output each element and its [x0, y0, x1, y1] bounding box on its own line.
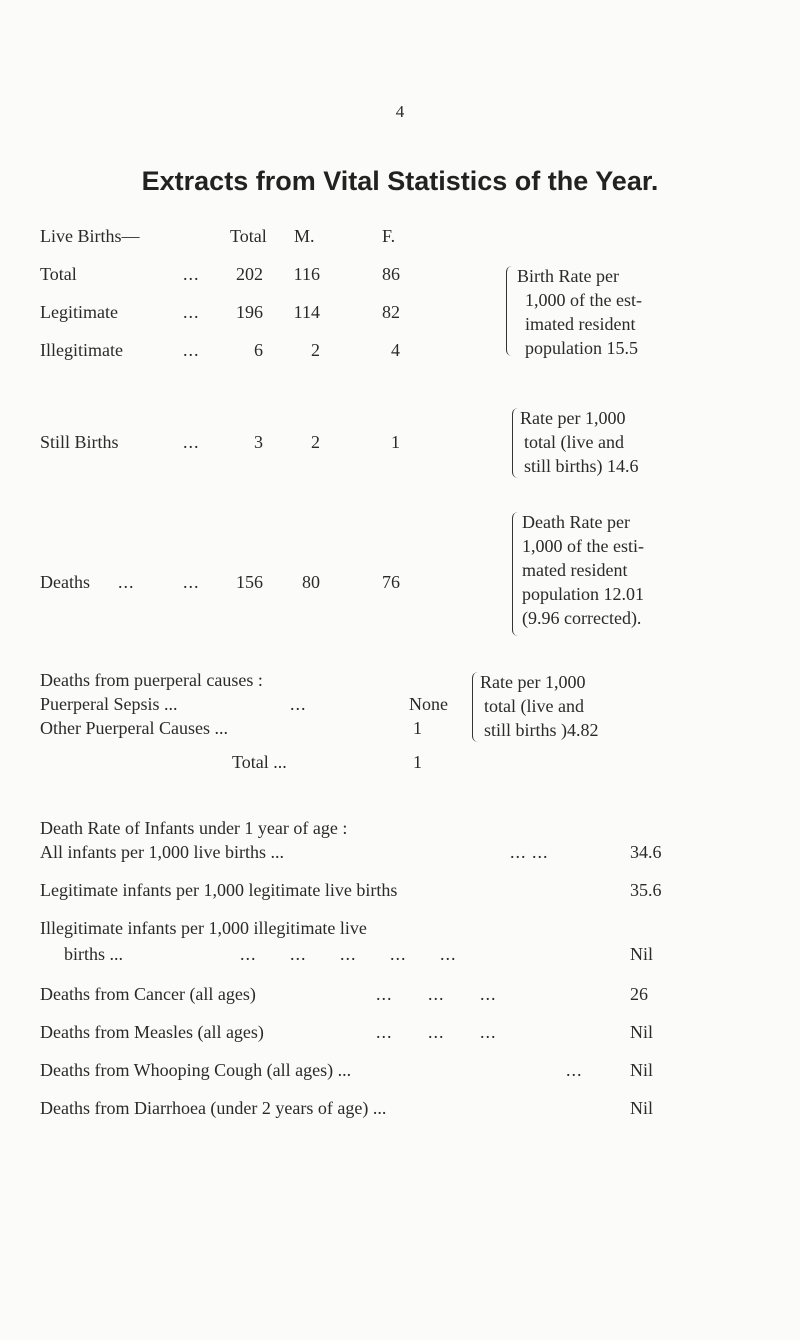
diarrhoea-label: Deaths from Diarrhoea (under 2 years of age) ... — [40, 1098, 387, 1118]
infant-all-value: 34.6 — [630, 842, 662, 862]
birth-rate-line-3: imated resident — [525, 314, 636, 334]
death-rate-line-3: mated resident — [522, 560, 628, 580]
deaths-m: 80 — [302, 572, 320, 592]
cancer-label: Deaths from Cancer (all ages) — [40, 984, 256, 1004]
puerperal-rate-line-1: Rate per 1,000 — [480, 672, 586, 692]
header-total: Total — [230, 226, 267, 246]
puerperal-sepsis-value: None — [409, 694, 448, 714]
row-illegit-f: 4 — [391, 340, 400, 360]
row-legit-total: 196 — [236, 302, 263, 322]
cancer-value: 26 — [630, 984, 648, 1004]
infant-legit-value: 35.6 — [630, 880, 662, 900]
header-male: M. — [294, 226, 315, 246]
infant-illegit-value: Nil — [630, 944, 654, 964]
birth-rate-line-4: population 15.5 — [525, 338, 638, 358]
deaths-dots-1: ... — [118, 572, 135, 592]
still-rate-note — [520, 406, 639, 478]
row-total-f: 86 — [382, 264, 400, 284]
brace-birth-rate — [506, 266, 515, 356]
row-legit-label: Legitimate — [40, 302, 118, 322]
still-rate-line-2: total (live and — [524, 432, 624, 452]
puerperal-total-label: Total ... — [232, 752, 287, 772]
deaths-total: 156 — [236, 572, 263, 592]
death-rate-note — [522, 510, 644, 630]
puerperal-sepsis-dots: ... — [290, 694, 307, 714]
live-births-heading: Live Births— — [40, 226, 140, 246]
row-legit-m: 114 — [293, 302, 320, 322]
infant-illegit-line-2: births ... — [64, 944, 124, 964]
infant-heading: Death Rate of Infants under 1 year of age : — [40, 818, 348, 838]
row-total-label: Total — [40, 264, 77, 284]
birth-rate-line-2: 1,000 of the est- — [525, 290, 642, 310]
row-total-dots: ... — [183, 264, 200, 284]
row-legit-dots: ... — [183, 302, 200, 322]
still-births-f: 1 — [391, 432, 400, 452]
still-rate-line-3: still births) 14.6 — [524, 456, 639, 476]
row-illegit-dots: ... — [183, 340, 200, 360]
death-rate-line-1: Death Rate per — [522, 512, 630, 532]
infant-all-dots: ... ... — [510, 842, 549, 862]
deaths-f: 76 — [382, 572, 400, 592]
still-births-dots: ... — [183, 432, 200, 452]
death-rate-line-2: 1,000 of the esti- — [522, 536, 644, 556]
still-births-m: 2 — [311, 432, 320, 452]
death-rate-line-4: population 12.01 — [522, 584, 644, 604]
birth-rate-note — [517, 264, 642, 360]
page-title: Extracts from Vital Statistics of the Year. — [141, 166, 659, 196]
death-rate-line-5: (9.96 corrected). — [522, 608, 642, 628]
infant-illegit-line-1: Illegitimate infants per 1,000 illegitimate live — [40, 918, 367, 938]
measles-value: Nil — [630, 1022, 654, 1042]
puerperal-rate-line-3: still births )4.82 — [484, 720, 599, 740]
brace-death-rate — [512, 512, 521, 636]
row-illegit-m: 2 — [311, 340, 320, 360]
infant-legit-label: Legitimate infants per 1,000 legitimate live births — [40, 880, 398, 900]
still-births-total: 3 — [254, 432, 263, 452]
row-legit-f: 82 — [382, 302, 400, 322]
whooping-cough-label: Deaths from Whooping Cough (all ages) ... — [40, 1060, 352, 1080]
row-total-total: 202 — [236, 264, 263, 284]
row-illegit-label: Illegitimate — [40, 340, 123, 360]
diarrhoea-value: Nil — [630, 1098, 654, 1118]
page-number: 4 — [395, 102, 405, 121]
deaths-dots-2: ... — [183, 572, 200, 592]
row-illegit-total: 6 — [254, 340, 263, 360]
puerperal-sepsis-label: Puerperal Sepsis ... — [40, 694, 178, 714]
still-births-label: Still Births — [40, 432, 119, 452]
puerperal-other-value: 1 — [413, 718, 422, 738]
still-rate-line-1: Rate per 1,000 — [520, 408, 626, 428]
row-total-m: 116 — [293, 264, 320, 284]
puerperal-heading: Deaths from puerperal causes : — [40, 670, 263, 690]
deaths-label: Deaths — [40, 572, 90, 592]
infant-all-label: All infants per 1,000 live births ... — [40, 842, 284, 862]
whooping-cough-value: Nil — [630, 1060, 654, 1080]
puerperal-other-label: Other Puerperal Causes ... — [40, 718, 228, 738]
puerperal-rate-note — [480, 670, 599, 742]
header-female: F. — [382, 226, 396, 246]
cancer-dots: ... ... ... — [376, 984, 497, 1004]
puerperal-total-value: 1 — [413, 752, 422, 772]
birth-rate-line-1: Birth Rate per — [517, 266, 619, 286]
infant-illegit-dots: ... ... ... ... ... — [240, 944, 457, 964]
puerperal-rate-line-2: total (live and — [484, 696, 584, 716]
whooping-cough-dots: ... — [566, 1060, 583, 1080]
measles-dots: ... ... ... — [376, 1022, 497, 1042]
measles-label: Deaths from Measles (all ages) — [40, 1022, 264, 1042]
